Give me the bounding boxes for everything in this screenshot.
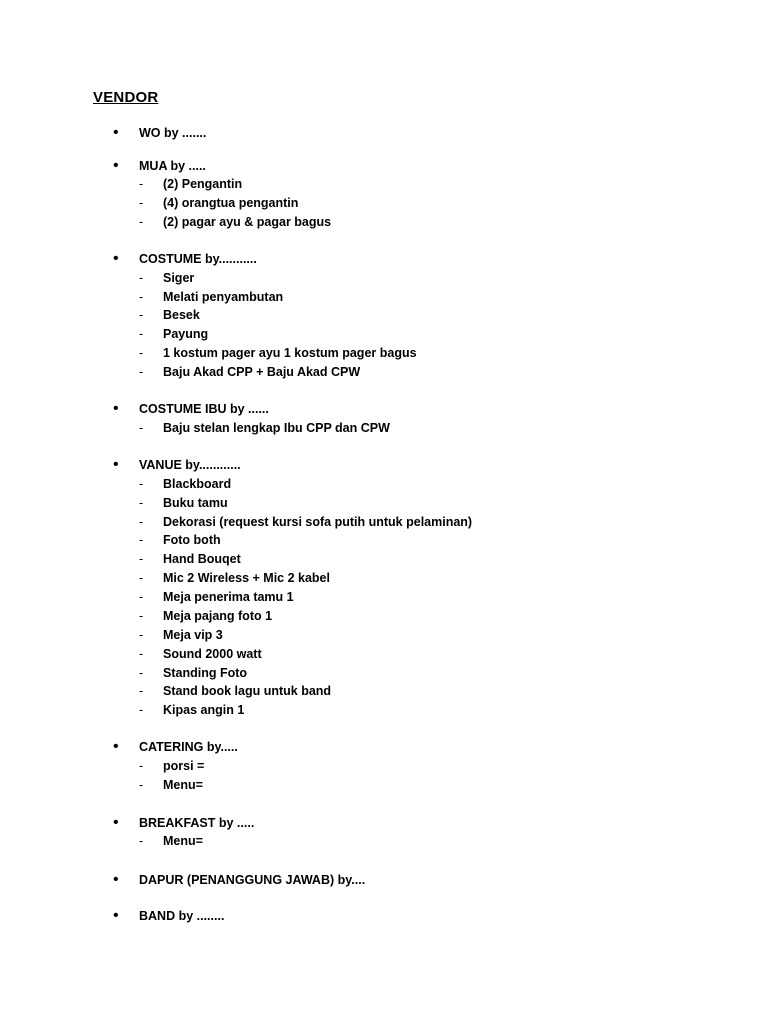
dash-icon: - xyxy=(139,628,144,642)
list-item: Meja pajang foto 1 xyxy=(163,609,273,623)
list-item: Meja vip 3 xyxy=(163,628,223,642)
list-item: (2) Pengantin xyxy=(163,177,243,191)
list-item: Hand Bouqet xyxy=(163,552,241,566)
dash-icon: - xyxy=(139,365,144,379)
dash-icon: - xyxy=(139,196,144,210)
list-item: Meja penerima tamu 1 xyxy=(163,590,294,604)
list-item: Dekorasi (request kursi sofa putih untuk pelaminan) xyxy=(163,515,473,529)
section-title-wo: WO by ....... xyxy=(139,126,207,140)
section-title-dapur: DAPUR (PENANGGUNG JAWAB) by.... xyxy=(139,873,366,887)
list-item: Baju Akad CPP + Baju Akad CPW xyxy=(163,365,361,379)
page-title: VENDOR xyxy=(93,89,159,106)
dash-icon: - xyxy=(139,308,144,322)
list-item: (4) orangtua pengantin xyxy=(163,196,299,210)
list-item: Siger xyxy=(163,271,195,285)
dash-icon: - xyxy=(139,703,144,717)
dash-icon: - xyxy=(139,477,144,491)
list-item: Foto both xyxy=(163,533,221,547)
dash-icon: - xyxy=(139,647,144,661)
list-item: 1 kostum pager ayu 1 kostum pager bagus xyxy=(163,346,417,360)
bullet-icon: • xyxy=(113,456,119,473)
list-item: porsi = xyxy=(163,759,205,773)
dash-icon: - xyxy=(139,271,144,285)
dash-icon: - xyxy=(139,778,144,792)
list-item: (2) pagar ayu & pagar bagus xyxy=(163,215,332,229)
section-title-band: BAND by ........ xyxy=(139,909,225,923)
list-item: Melati penyambutan xyxy=(163,290,284,304)
bullet-icon: • xyxy=(113,738,119,755)
list-item: Besek xyxy=(163,308,200,322)
section-title-mua: MUA by ..... xyxy=(139,159,206,173)
dash-icon: - xyxy=(139,177,144,191)
list-item: Blackboard xyxy=(163,477,232,491)
bullet-icon: • xyxy=(113,124,119,141)
dash-icon: - xyxy=(139,496,144,510)
dash-icon: - xyxy=(139,590,144,604)
bullet-icon: • xyxy=(113,871,119,888)
section-title-breakfast: BREAKFAST by ..... xyxy=(139,816,255,830)
dash-icon: - xyxy=(139,571,144,585)
list-item: Stand book lagu untuk band xyxy=(163,684,332,698)
section-title-catering: CATERING by..... xyxy=(139,740,238,754)
list-item: Mic 2 Wireless + Mic 2 kabel xyxy=(163,571,330,585)
dash-icon: - xyxy=(139,346,144,360)
bullet-icon: • xyxy=(113,814,119,831)
bullet-icon: • xyxy=(113,157,119,174)
dash-icon: - xyxy=(139,759,144,773)
section-title-costume-ibu: COSTUME IBU by ...... xyxy=(139,402,269,416)
dash-icon: - xyxy=(139,533,144,547)
dash-icon: - xyxy=(139,327,144,341)
list-item: Payung xyxy=(163,327,209,341)
section-title-vanue: VANUE by............ xyxy=(139,458,241,472)
bullet-icon: • xyxy=(113,907,119,924)
list-item: Menu= xyxy=(163,834,203,848)
bullet-icon: • xyxy=(113,250,119,267)
dash-icon: - xyxy=(139,684,144,698)
list-item: Sound 2000 watt xyxy=(163,647,262,661)
dash-icon: - xyxy=(139,215,144,229)
list-item: Baju stelan lengkap Ibu CPP dan CPW xyxy=(163,421,390,435)
list-item: Menu= xyxy=(163,778,203,792)
bullet-icon: • xyxy=(113,400,119,417)
section-title-costume: COSTUME by........... xyxy=(139,252,257,266)
dash-icon: - xyxy=(139,666,144,680)
list-item: Buku tamu xyxy=(163,496,228,510)
list-item: Standing Foto xyxy=(163,666,248,680)
dash-icon: - xyxy=(139,515,144,529)
list-item: Kipas angin 1 xyxy=(163,703,245,717)
dash-icon: - xyxy=(139,834,144,848)
dash-icon: - xyxy=(139,421,144,435)
dash-icon: - xyxy=(139,552,144,566)
dash-icon: - xyxy=(139,609,144,623)
dash-icon: - xyxy=(139,290,144,304)
